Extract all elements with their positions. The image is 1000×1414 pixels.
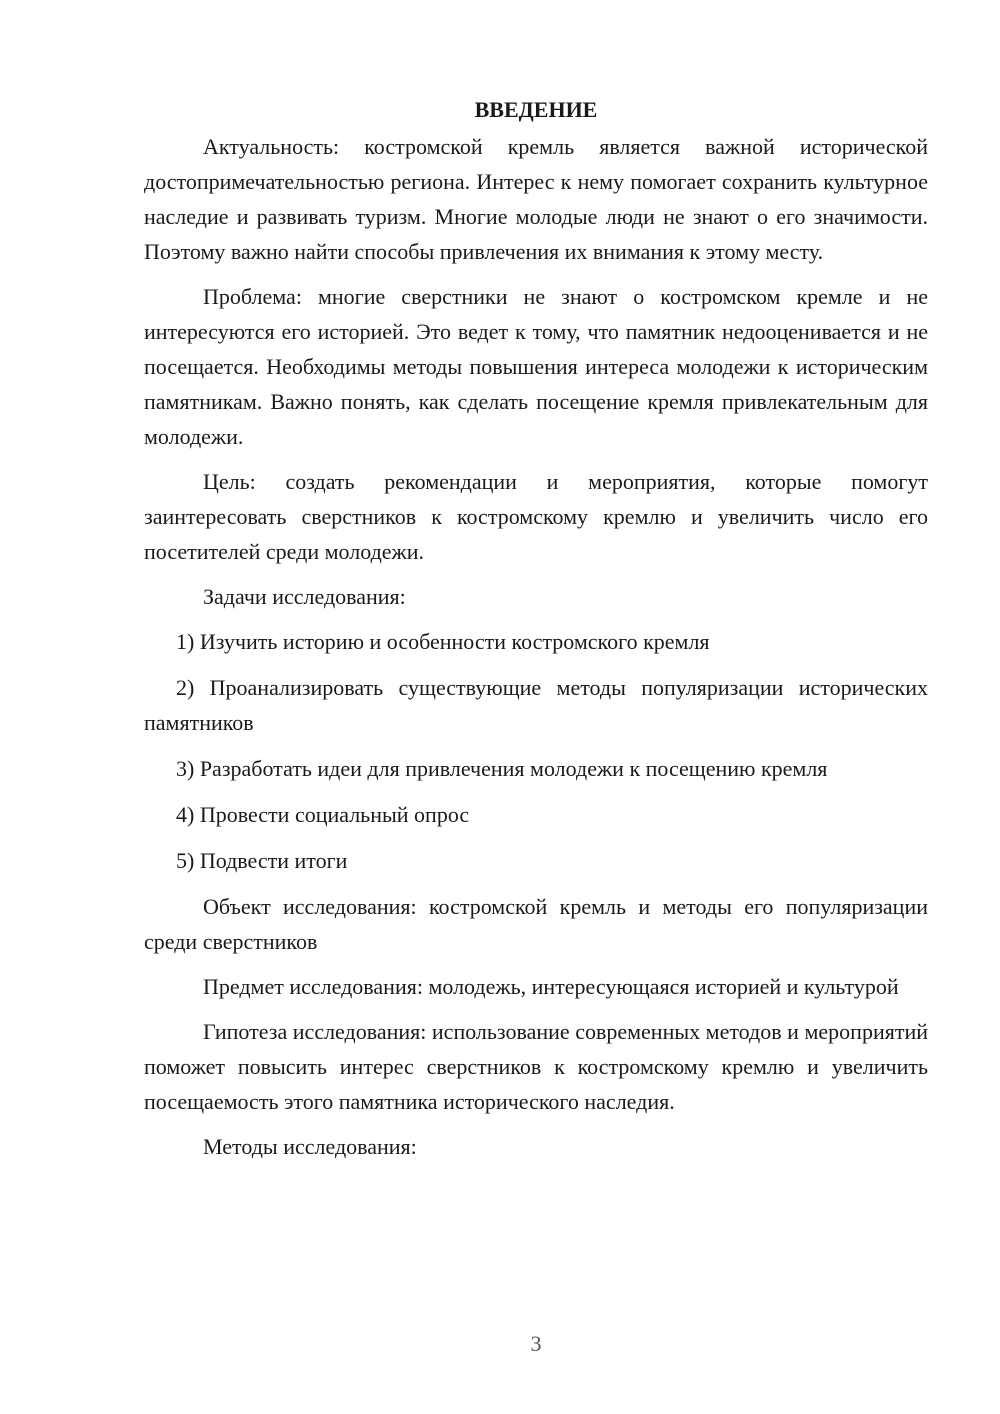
paragraph-subject: Предмет исследования: молодежь, интересующаяся историей и культурой <box>203 974 899 999</box>
paragraph-hypothesis: Гипотеза исследования: использование современных методов и мероприятий поможет повысить интерес сверстников к костромскому кремлю и увеличить посещаемость этого памятника исторического наследия. <box>144 1019 928 1114</box>
task-item-3: 3) Разработать идеи для привлечения молодежи к посещению кремля <box>176 756 828 781</box>
paragraph-problem: Проблема: многие сверстники не знают о костромском кремле и не интересуются его историей. Это ведет к тому, что памятник недооценивается и не посещается. Необходимы методы повышения интереса молодежи к историческим памятникам. Важно понять, как сделать посещение кремля привлекательным для молодежи. <box>144 284 928 449</box>
document-page <box>144 92 928 1174</box>
paragraph-tasks-title: Задачи исследования: <box>203 584 406 609</box>
task-item-4: 4) Провести социальный опрос <box>176 802 470 827</box>
paragraph-goal: Цель: создать рекомендации и мероприятия, которые помогут заинтересовать сверстников к костромскому кремлю и увеличить число его посетителей среди молодежи. <box>144 469 928 564</box>
task-item-5: 5) Подвести итоги <box>176 848 348 873</box>
page-number: 3 <box>530 1331 542 1356</box>
task-item-1: 1) Изучить историю и особенности костромского кремля <box>176 629 710 654</box>
section-heading: ВВЕДЕНИЕ <box>474 97 598 122</box>
paragraph-relevance: Актуальность: костромской кремль является важной исторической достопримечательностью региона. Интерес к нему помогает сохранить культурное наследие и развивать туризм. Многие молодые люди не знают о его значимости. Поэтому важно найти способы привлечения их внимания к этому месту. <box>144 134 928 264</box>
task-item-2: 2) Проанализировать существующие методы популяризации исторических памятников <box>144 675 928 735</box>
paragraph-methods-title: Методы исследования: <box>203 1134 417 1159</box>
paragraph-object: Объект исследования: костромской кремль и методы его популяризации среди сверстников <box>144 894 928 954</box>
